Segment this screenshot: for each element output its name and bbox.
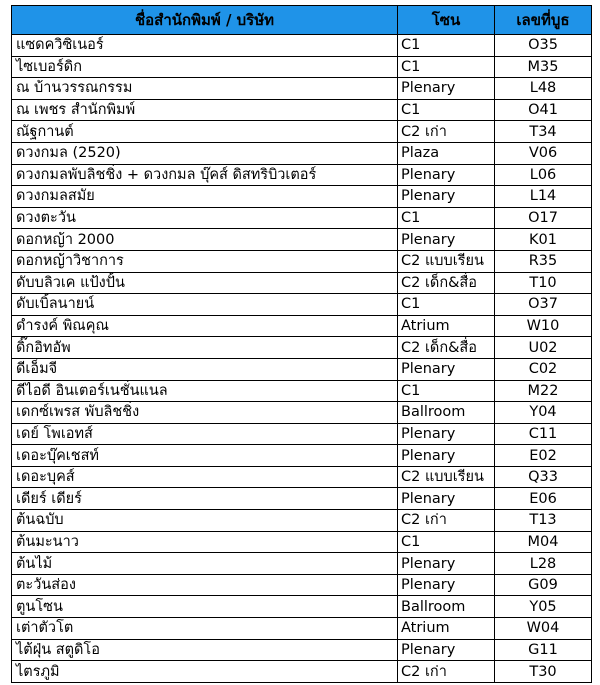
- publisher-name-cell: ณัฐกานต์: [12, 121, 398, 143]
- zone-cell: C1: [398, 207, 495, 229]
- publisher-name-cell: ต้นมะนาว: [12, 531, 398, 553]
- zone-cell: C1: [398, 99, 495, 121]
- booth-number-cell: O41: [495, 99, 592, 121]
- zone-cell: Plenary: [398, 358, 495, 380]
- publisher-name-cell: ดวงกมลพับลิชชิ่ง + ดวงกมล บุ๊คส์ ดิสทริบิวเตอร์: [12, 164, 398, 186]
- table-row: [12, 78, 592, 100]
- publisher-name-cell: ไตรภูมิ: [12, 661, 398, 683]
- publisher-booth-sheet: [11, 5, 591, 683]
- table-row: [12, 380, 592, 402]
- zone-cell: C2 เก่า: [398, 121, 495, 143]
- booth-number-cell: G11: [495, 639, 592, 661]
- table-row: [12, 35, 592, 57]
- zone-cell: C2 เด็ก&สื่อ: [398, 337, 495, 359]
- booth-number-cell: Y05: [495, 596, 592, 618]
- publisher-name-cell: เดียร์ เดียร์: [12, 488, 398, 510]
- publisher-name-cell: ดีเอ็มจี: [12, 358, 398, 380]
- booth-number-cell: O17: [495, 207, 592, 229]
- table-body: [12, 35, 592, 683]
- column-header-name: ชื่อสำนักพิมพ์ / บริษัท: [12, 6, 398, 35]
- zone-cell: C2 เด็ก&สื่อ: [398, 272, 495, 294]
- publisher-name-cell: ต้นฉบับ: [12, 510, 398, 532]
- booth-number-cell: K01: [495, 229, 592, 251]
- booth-number-cell: L06: [495, 164, 592, 186]
- publisher-name-cell: ตูนโซน: [12, 596, 398, 618]
- publisher-name-cell: เดย์ โพเอทส์: [12, 423, 398, 445]
- table-row: [12, 553, 592, 575]
- booth-number-cell: L14: [495, 186, 592, 208]
- zone-cell: C1: [398, 294, 495, 316]
- table-row: [12, 99, 592, 121]
- publisher-name-cell: ดวงกมลสมัย: [12, 186, 398, 208]
- table-row: [12, 639, 592, 661]
- booth-number-cell: C02: [495, 358, 592, 380]
- publisher-name-cell: ณ เพชร สำนักพิมพ์: [12, 99, 398, 121]
- publisher-booth-table: [11, 5, 592, 683]
- publisher-name-cell: ดับบลิวเค แป้งปั้น: [12, 272, 398, 294]
- publisher-name-cell: ดีไอดี อินเตอร์เนชั่นแนล: [12, 380, 398, 402]
- booth-number-cell: M04: [495, 531, 592, 553]
- booth-number-cell: V06: [495, 142, 592, 164]
- booth-number-cell: E06: [495, 488, 592, 510]
- booth-number-cell: R35: [495, 250, 592, 272]
- table-row: [12, 337, 592, 359]
- table-row: [12, 358, 592, 380]
- table-row: [12, 315, 592, 337]
- publisher-name-cell: เดกซ์เพรส พับลิชชิ่ง: [12, 402, 398, 424]
- zone-cell: C1: [398, 56, 495, 78]
- zone-cell: Plenary: [398, 553, 495, 575]
- publisher-name-cell: ดวงตะวัน: [12, 207, 398, 229]
- table-row: [12, 121, 592, 143]
- table-row: [12, 596, 592, 618]
- booth-number-cell: C11: [495, 423, 592, 445]
- table-row: [12, 661, 592, 683]
- publisher-name-cell: ต้นไม้: [12, 553, 398, 575]
- publisher-name-cell: เดอะบุ๊คเชสท์: [12, 445, 398, 467]
- table-row: [12, 250, 592, 272]
- publisher-name-cell: แซดควิซิเนอร์: [12, 35, 398, 57]
- table-row: [12, 423, 592, 445]
- booth-number-cell: T13: [495, 510, 592, 532]
- table-row: [12, 402, 592, 424]
- publisher-name-cell: ไซเบอร์ดิก: [12, 56, 398, 78]
- zone-cell: C1: [398, 380, 495, 402]
- publisher-name-cell: ดิ๊กอิทอัพ: [12, 337, 398, 359]
- table-row: [12, 466, 592, 488]
- header-row: [12, 6, 592, 35]
- zone-cell: Plenary: [398, 574, 495, 596]
- zone-cell: C2 เก่า: [398, 661, 495, 683]
- zone-cell: Plenary: [398, 639, 495, 661]
- zone-cell: Atrium: [398, 618, 495, 640]
- booth-number-cell: W04: [495, 618, 592, 640]
- zone-cell: C2 แบบเรียน: [398, 250, 495, 272]
- publisher-name-cell: ดำรงค์ พิณคุณ: [12, 315, 398, 337]
- publisher-name-cell: ดอกหญ้าวิชาการ: [12, 250, 398, 272]
- booth-number-cell: T30: [495, 661, 592, 683]
- booth-number-cell: T34: [495, 121, 592, 143]
- column-header-booth: เลขที่บูธ: [495, 6, 592, 35]
- table-row: [12, 294, 592, 316]
- booth-number-cell: E02: [495, 445, 592, 467]
- zone-cell: Plenary: [398, 186, 495, 208]
- publisher-name-cell: ดอกหญ้า 2000: [12, 229, 398, 251]
- table-row: [12, 488, 592, 510]
- table-row: [12, 207, 592, 229]
- zone-cell: Plenary: [398, 229, 495, 251]
- table-row: [12, 618, 592, 640]
- table-row: [12, 229, 592, 251]
- publisher-name-cell: ดวงกมล (2520): [12, 142, 398, 164]
- booth-number-cell: M22: [495, 380, 592, 402]
- booth-number-cell: L28: [495, 553, 592, 575]
- booth-number-cell: G09: [495, 574, 592, 596]
- publisher-name-cell: เต่าตัวโต: [12, 618, 398, 640]
- zone-cell: C1: [398, 35, 495, 57]
- zone-cell: C2 เก่า: [398, 510, 495, 532]
- booth-number-cell: Q33: [495, 466, 592, 488]
- booth-number-cell: M35: [495, 56, 592, 78]
- zone-cell: Ballroom: [398, 596, 495, 618]
- booth-number-cell: T10: [495, 272, 592, 294]
- zone-cell: Atrium: [398, 315, 495, 337]
- zone-cell: Plenary: [398, 164, 495, 186]
- zone-cell: Plenary: [398, 78, 495, 100]
- table-row: [12, 531, 592, 553]
- zone-cell: C2 แบบเรียน: [398, 466, 495, 488]
- publisher-name-cell: ตะวันส่อง: [12, 574, 398, 596]
- table-header: [12, 6, 592, 35]
- table-row: [12, 445, 592, 467]
- table-row: [12, 164, 592, 186]
- publisher-name-cell: ไต้ฝุ่น สตูดิโอ: [12, 639, 398, 661]
- zone-cell: Ballroom: [398, 402, 495, 424]
- zone-cell: Plenary: [398, 423, 495, 445]
- publisher-name-cell: ดับเบิ้ลนายน์: [12, 294, 398, 316]
- table-row: [12, 272, 592, 294]
- zone-cell: Plenary: [398, 445, 495, 467]
- publisher-name-cell: ณ บ้านวรรณกรรม: [12, 78, 398, 100]
- table-row: [12, 56, 592, 78]
- table-row: [12, 574, 592, 596]
- zone-cell: Plenary: [398, 488, 495, 510]
- booth-number-cell: L48: [495, 78, 592, 100]
- publisher-name-cell: เดอะบุคส์: [12, 466, 398, 488]
- zone-cell: C1: [398, 531, 495, 553]
- column-header-zone: โซน: [398, 6, 495, 35]
- booth-number-cell: W10: [495, 315, 592, 337]
- table-row: [12, 142, 592, 164]
- booth-number-cell: U02: [495, 337, 592, 359]
- zone-cell: Plaza: [398, 142, 495, 164]
- table-row: [12, 186, 592, 208]
- booth-number-cell: O35: [495, 35, 592, 57]
- booth-number-cell: Y04: [495, 402, 592, 424]
- table-row: [12, 510, 592, 532]
- booth-number-cell: O37: [495, 294, 592, 316]
